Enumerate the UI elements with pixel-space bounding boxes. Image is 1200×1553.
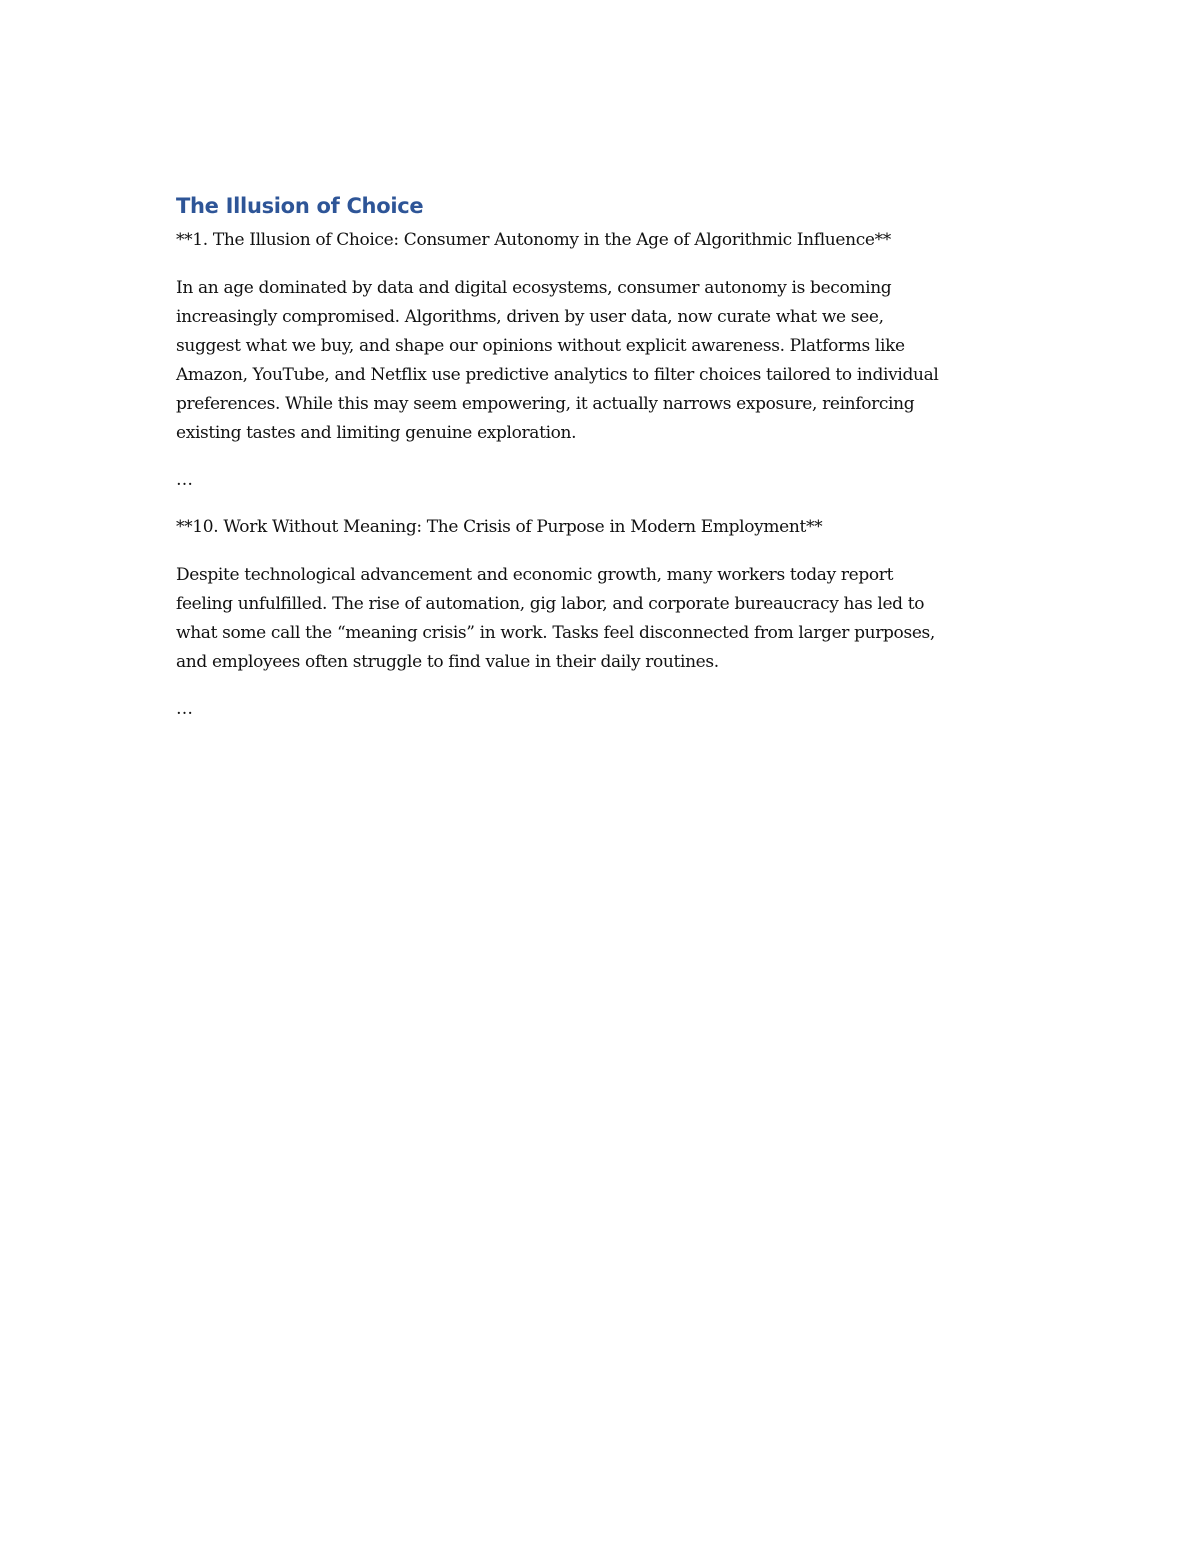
document-title: The Illusion of Choice	[176, 194, 424, 218]
spacer	[176, 495, 1026, 513]
section-10-body-line: Despite technological advancement and economic growth, many workers today report	[176, 565, 894, 585]
spacer	[176, 448, 1026, 466]
section-1-body-line: increasingly compromised. Algorithms, driven by user data, now curate what we see,	[176, 307, 884, 327]
section-1-body-line: preferences. While this may seem empowering, it actually narrows exposure, reinforcing	[176, 394, 915, 414]
spacer	[176, 677, 1026, 695]
section-1-body-line: existing tastes and limiting genuine exploration.	[176, 423, 577, 443]
section-10-body-line: and employees often struggle to find value in their daily routines.	[176, 652, 719, 672]
section-1-body	[176, 274, 1026, 448]
section-1-body-line: In an age dominated by data and digital ecosystems, consumer autonomy is becoming	[176, 278, 892, 298]
document-content	[176, 190, 1026, 724]
section-1-body-line: suggest what we buy, and shape our opinions without explicit awareness. Platforms like	[176, 336, 905, 356]
section-10-body	[176, 561, 1026, 677]
section-10-body-line: what some call the “meaning crisis” in work. Tasks feel disconnected from larger purposes,	[176, 623, 935, 643]
section-1-heading: **1. The Illusion of Choice: Consumer Autonomy in the Age of Algorithmic Influence**	[176, 230, 891, 250]
section-1-ellipsis: …	[176, 470, 193, 490]
spacer	[176, 542, 1026, 561]
section-10-ellipsis: …	[176, 699, 193, 719]
section-10-body-line: feeling unfulfilled. The rise of automation, gig labor, and corporate bureaucracy has led to	[176, 594, 925, 614]
section-1-body-line: Amazon, YouTube, and Netflix use predictive analytics to filter choices tailored to individual	[176, 365, 939, 385]
section-10-heading: **10. Work Without Meaning: The Crisis of Purpose in Modern Employment**	[176, 517, 823, 537]
spacer	[176, 255, 1026, 274]
